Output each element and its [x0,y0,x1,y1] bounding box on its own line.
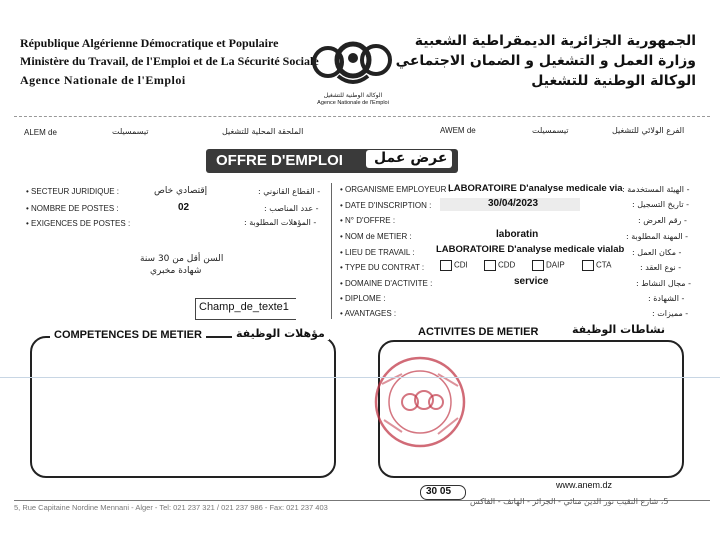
footer-code-box [420,485,466,500]
logo-caption-ar: الوكالة الوطنية للتشغيل [323,92,383,99]
metier-label: • NOM de METIER : [340,232,412,241]
org-value: LABORATOIRE D'analyse medicale via [448,183,623,194]
diplome-ar: - الشهادة : [648,294,685,303]
agency-top-rule [14,116,710,117]
logo-caption-fr: Agence Nationale de l'Emploi [317,100,389,106]
daip-checkbox[interactable] [532,260,544,271]
competences-box[interactable] [30,336,336,478]
header-fr-line3: Agence Nationale de l'Emploi [20,73,186,87]
daip-label: DAIP [546,260,565,270]
contrat-daip[interactable] [532,260,565,271]
alem-label: ALEM de [24,128,57,137]
cta-label: CTA [596,260,612,270]
date-value: 30/04/2023 [488,198,539,209]
diplome-label: • DIPLOME : [340,294,386,303]
cdi-label: CDI [454,260,468,270]
header-fr-line2: Ministère du Travail, de l'Emploi et de La Sécurité Sociale [20,54,319,68]
official-stamp [372,354,468,450]
secteur-value: إقتصادي خاص [154,186,208,196]
contrat-ar: - نوع العقد : [640,263,682,272]
alem-value: تيسمسيلت [112,127,149,136]
metier-value: laboratin [496,229,539,240]
contrat-cta[interactable] [582,260,611,271]
postes-ar: - عدد المناصب : [264,204,319,213]
alem-ar-label: الملحقة المحلية للتشغيل [222,127,304,136]
contrat-cdd[interactable] [484,260,515,271]
awem-ar-label: الفرع الولائي للتشغيل [612,126,685,135]
header-fr-line1: République Algérienne Démocratique et Populaire [20,36,279,50]
domaine-ar: - مجال النشاط : [636,279,691,288]
footer-address-fr: 5, Rue Capitaine Nordine Mennani - Alger - Tel: 021 237 321 / 021 237 986 - Fax: 021 237 403 [14,503,328,512]
cdd-label: CDD [498,260,516,270]
cdi-checkbox[interactable] [440,260,452,271]
avantages-ar: - مميزات : [652,309,689,318]
domaine-label: • DOMAINE D'ACTIVITE : [340,279,433,288]
date-field[interactable] [440,198,580,211]
postes-value: 02 [178,202,190,213]
contrat-label: • TYPE DU CONTRAT : [340,263,425,272]
activites-fr: ACTIVITES DE METIER [414,326,542,338]
competences-fr: COMPETENCES DE METIER [50,329,206,341]
activites-ar: نشاطات الوظيفة [568,323,669,336]
cta-checkbox[interactable] [582,260,594,271]
champ-de-texte-field[interactable] [195,298,296,320]
header-ar-line3: الوكالة الوطنية للتشغيل [531,73,696,89]
postes-label: • NOMBRE DE POSTES : [26,204,119,213]
footer-address-ar: 5، شارع النقيب نور الدين منائي - الجزائر - الهاتف - الفاكس [470,497,669,506]
offre-label: • N° D'OFFRE : [340,216,396,225]
date-label: • DATE D'INSCRIPTION : [340,201,432,210]
exigences-ar: - المؤهلات المطلوبة : [244,218,317,227]
org-ar: - الهيئة المستخدمة : [622,185,690,194]
avantages-label: • AVANTAGES : [340,309,397,318]
champ-de-texte-label: Champ_de_texte1 [199,301,289,313]
contrat-cdi[interactable] [440,260,468,271]
title-fr: OFFRE D'EMPLOI [216,152,343,169]
offre-ar: - رقم العرض : [638,216,687,225]
scan-line [0,377,720,378]
header-ar-line2: وزارة العمل و التشغيل و الضمان الاجتماعي [395,53,696,69]
metier-ar: - المهنة المطلوبة : [626,232,689,241]
anem-logo-icon [308,30,398,92]
secteur-ar: - القطاع القانوني : [258,187,321,196]
date-ar: - تاريخ التسجيل : [632,200,689,209]
awem-label: AWEM de [440,126,476,135]
handwritten-diploma: شهادة مخبري [150,266,202,276]
column-separator [331,183,332,319]
footer-website: www.anem.dz [556,480,613,490]
lieu-label: • LIEU DE TRAVAIL : [340,248,415,257]
handwritten-age: السن أقل من 30 سنة [140,254,224,264]
title-banner [206,149,458,173]
awem-value: تيسمسيلت [532,126,569,135]
anem-logo [308,30,398,110]
exigences-label: • EXIGENCES DE POSTES : [26,219,131,228]
domaine-value: service [514,276,549,287]
lieu-ar: - مكان العمل : [632,248,682,257]
title-ar: عرض عمل [374,150,448,166]
header-ar-line1: الجمهورية الجزائرية الديمقراطية الشعبية [414,33,696,49]
footer-code: 30 05 [426,486,452,497]
secteur-label: • SECTEUR JURIDIQUE : [26,187,120,196]
cdd-checkbox[interactable] [484,260,496,271]
lieu-value: LABORATOIRE D'analyse medicale vialab [436,244,625,255]
org-label: • ORGANISME EMPLOYEUR : [340,185,451,194]
competences-ar: مؤهلات الوظيفة [232,327,329,340]
